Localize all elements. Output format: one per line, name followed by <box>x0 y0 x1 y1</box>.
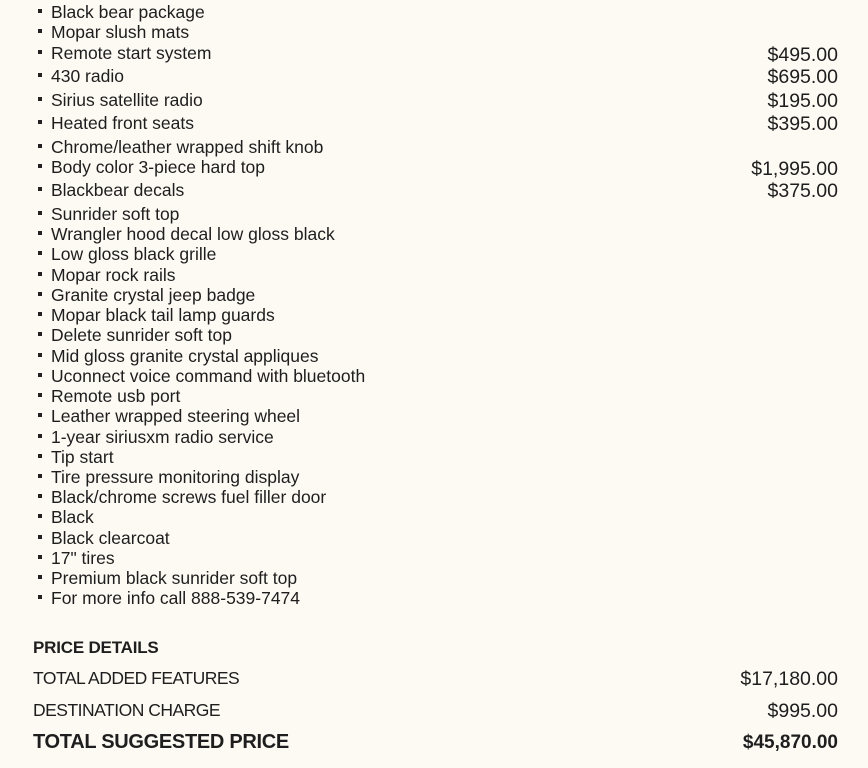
feature-label: Leather wrapped steering wheel <box>51 406 301 426</box>
bullet-square-icon <box>38 494 42 498</box>
feature-label: Body color 3-piece hard top <box>51 157 266 177</box>
feature-item <box>0 1 868 23</box>
bullet-square-icon <box>38 231 42 235</box>
bullet-square-icon <box>38 353 42 357</box>
feature-price: $395.00 <box>767 113 838 135</box>
feature-label: Mid gloss granite crystal appliques <box>51 346 319 366</box>
feature-label: Black <box>51 507 94 527</box>
bullet-square-icon <box>38 595 42 599</box>
bullet-square-icon <box>38 120 42 124</box>
bullet-square-icon <box>38 251 42 255</box>
feature-price: $1,995.00 <box>751 158 838 180</box>
feature-item <box>0 89 868 111</box>
feature-label: Wrangler hood decal low gloss black <box>51 224 335 244</box>
destination-charge-row <box>0 698 868 724</box>
price-details-heading: PRICE DETAILS <box>33 638 159 657</box>
bullet-square-icon <box>38 97 42 101</box>
total-suggested-price-label: TOTAL SUGGESTED PRICE <box>33 731 289 753</box>
bullet-square-icon <box>38 9 42 13</box>
feature-label: Mopar slush mats <box>51 22 190 42</box>
feature-item <box>0 243 868 265</box>
bullet-square-icon <box>38 514 42 518</box>
feature-item <box>0 446 868 468</box>
bullet-square-icon <box>38 373 42 377</box>
feature-label: Mopar black tail lamp guards <box>51 305 275 325</box>
bullet-square-icon <box>38 413 42 417</box>
feature-label: Black bear package <box>51 2 205 22</box>
feature-item <box>0 486 868 508</box>
bullet-square-icon <box>38 555 42 559</box>
total-added-features-label: TOTAL ADDED FEATURES <box>33 668 240 688</box>
feature-label: Mopar rock rails <box>51 265 176 285</box>
feature-label: Black clearcoat <box>51 528 170 548</box>
feature-item <box>0 365 868 387</box>
feature-label: Remote start system <box>51 43 212 63</box>
bullet-square-icon <box>38 187 42 191</box>
feature-item <box>0 527 868 549</box>
bullet-square-icon <box>38 393 42 397</box>
total-suggested-price-value: $45,870.00 <box>742 732 838 753</box>
bullet-square-icon <box>38 164 42 168</box>
feature-label: 17" tires <box>51 548 115 568</box>
feature-item <box>0 156 868 178</box>
feature-item <box>0 567 868 589</box>
bullet-square-icon <box>38 535 42 539</box>
feature-price: $195.00 <box>767 90 838 112</box>
feature-item <box>0 203 868 225</box>
bullet-square-icon <box>38 434 42 438</box>
feature-label: Tire pressure monitoring display <box>51 467 300 487</box>
feature-item <box>0 345 868 367</box>
feature-label: Blackbear decals <box>51 180 185 200</box>
bullet-square-icon <box>38 73 42 77</box>
feature-label: Tip start <box>51 447 114 467</box>
feature-label: Heated front seats <box>51 113 194 133</box>
feature-item <box>0 547 868 569</box>
total-added-features-value: $17,180.00 <box>740 668 838 690</box>
feature-item <box>0 324 868 346</box>
feature-item <box>0 65 868 87</box>
bullet-square-icon <box>38 144 42 148</box>
total-suggested-price-row <box>0 730 868 756</box>
feature-item <box>0 179 868 201</box>
feature-item <box>0 136 868 158</box>
feature-label: Sunrider soft top <box>51 204 180 224</box>
feature-item <box>0 42 868 64</box>
feature-label: Black/chrome screws fuel filler door <box>51 487 327 507</box>
feature-item <box>0 223 868 245</box>
feature-item <box>0 304 868 326</box>
bullet-square-icon <box>38 454 42 458</box>
destination-charge-value: $995.00 <box>767 700 838 722</box>
feature-label: Sirius satellite radio <box>51 90 203 110</box>
bullet-square-icon <box>38 50 42 54</box>
feature-label: Uconnect voice command with bluetooth <box>51 366 366 386</box>
feature-item <box>0 506 868 528</box>
bullet-square-icon <box>38 211 42 215</box>
feature-label: Premium black sunrider soft top <box>51 568 298 588</box>
feature-label: 430 radio <box>51 66 124 86</box>
feature-item <box>0 385 868 407</box>
feature-item <box>0 264 868 286</box>
bullet-square-icon <box>38 292 42 296</box>
feature-item <box>0 466 868 488</box>
feature-price: $695.00 <box>767 66 838 88</box>
bullet-square-icon <box>38 272 42 276</box>
feature-label: 1-year siriusxm radio service <box>51 427 274 447</box>
bullet-square-icon <box>38 29 42 33</box>
feature-price: $375.00 <box>767 180 838 202</box>
bullet-square-icon <box>38 312 42 316</box>
feature-item <box>0 284 868 306</box>
feature-label: For more info call 888-539-7474 <box>51 588 301 608</box>
feature-label: Delete sunrider soft top <box>51 325 232 345</box>
destination-charge-label: DESTINATION CHARGE <box>33 700 221 720</box>
bullet-square-icon <box>38 332 42 336</box>
bullet-square-icon <box>38 575 42 579</box>
feature-item <box>0 112 868 134</box>
feature-item <box>0 405 868 427</box>
feature-label: Chrome/leather wrapped shift knob <box>51 137 324 157</box>
feature-item <box>0 21 868 43</box>
feature-item <box>0 426 868 448</box>
feature-item <box>0 587 868 609</box>
feature-label: Low gloss black grille <box>51 244 217 264</box>
feature-label: Granite crystal jeep badge <box>51 285 256 305</box>
feature-price: $495.00 <box>767 44 838 66</box>
total-added-features-row <box>0 666 868 692</box>
bullet-square-icon <box>38 474 42 478</box>
feature-label: Remote usb port <box>51 386 181 406</box>
